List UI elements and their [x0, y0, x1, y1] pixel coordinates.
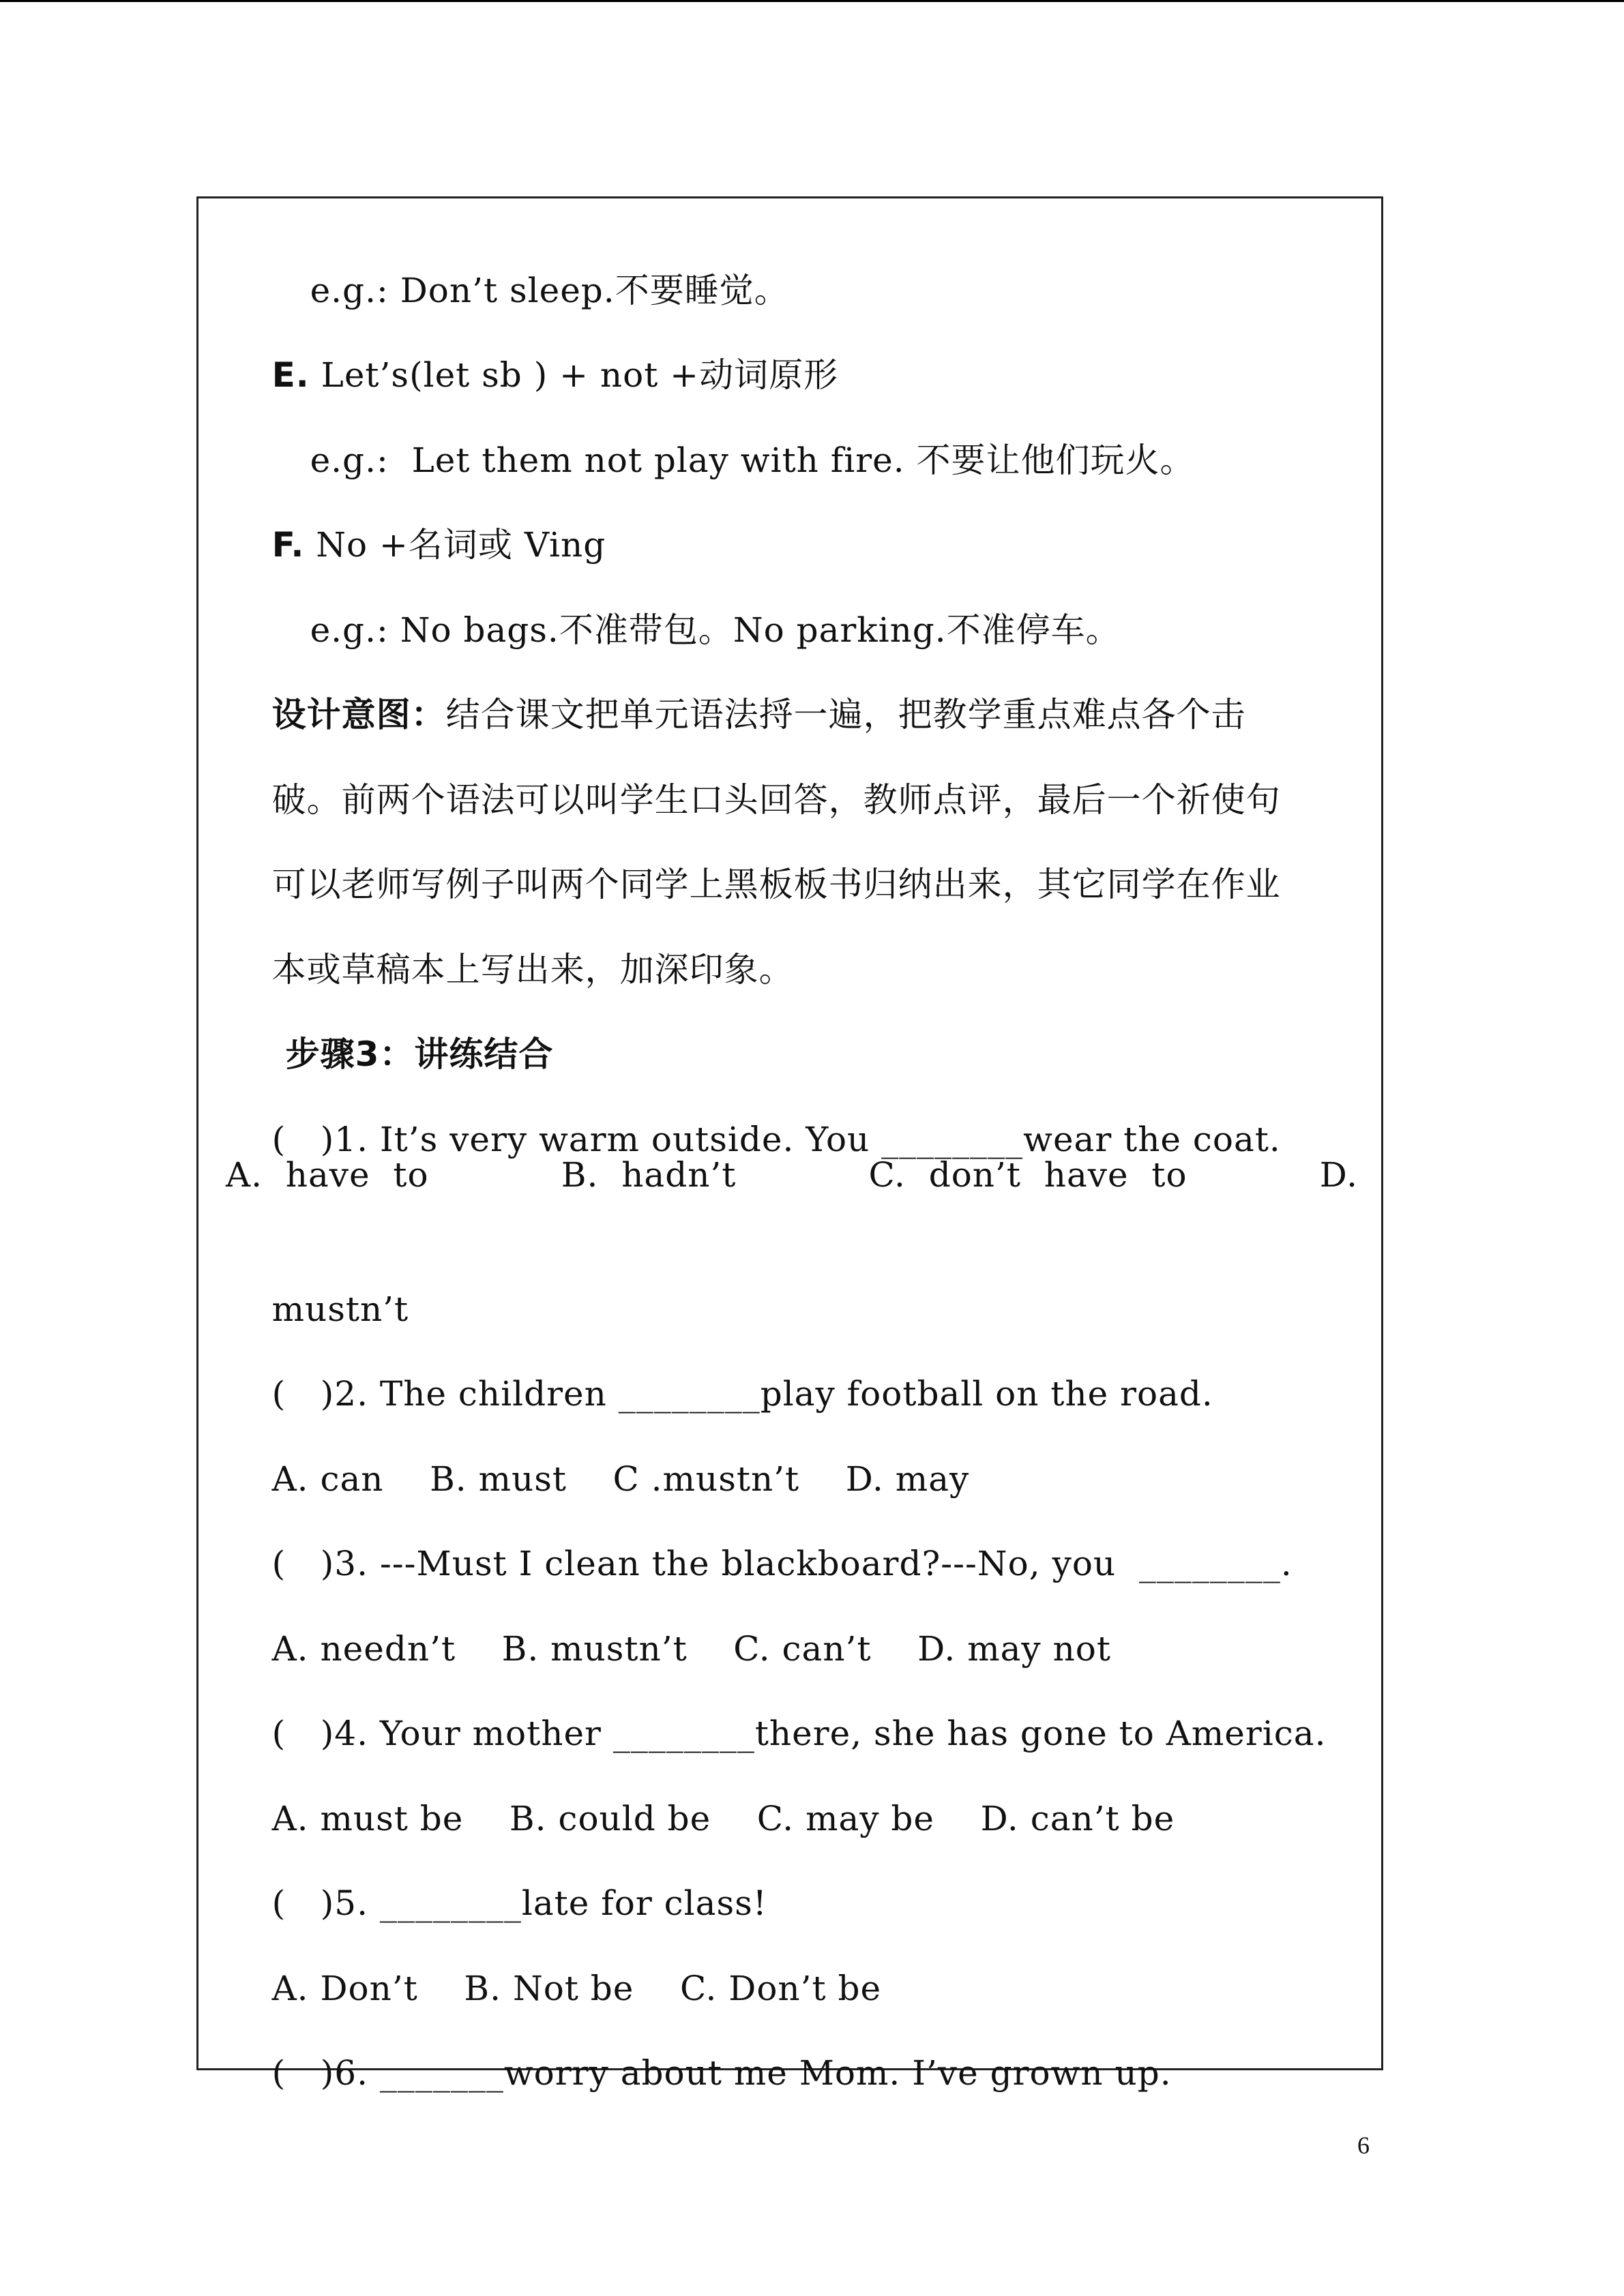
question-3-options — [226, 1575, 1358, 1669]
step-3-heading — [239, 981, 1372, 1074]
example-dont-sleep — [264, 217, 1396, 310]
question-1-options — [226, 1150, 1358, 1199]
design-intent-line-3 — [226, 811, 1358, 904]
question-text: ( )6. _______worry about me Mom. I’ve grown up. — [271, 2053, 1172, 2093]
top-rule — [0, 0, 1624, 2]
step-3-title: 步骤3：讲练结合 — [285, 1034, 554, 1074]
question-text: ( )5. ________late for class! — [271, 1883, 767, 1923]
question-text: ( )2. The children ________play football on the road. — [271, 1374, 1213, 1414]
options-text: A. can B. must C .mustn’t D. may — [271, 1459, 970, 1499]
design-intent-line-4 — [226, 896, 1358, 989]
options-text: A. must be B. could be C. may be D. can’t be — [271, 1799, 1175, 1838]
rule-f-label: F. — [271, 525, 305, 565]
question-5-options — [226, 1915, 1358, 2008]
design-intent-text: 本或草稿本上写出来，加深印象。 — [271, 950, 794, 989]
design-intent-text: 破。前两个语法可以叫学生口头回答，教师点评，最后一个祈使句 — [271, 780, 1281, 820]
example-let-them — [264, 387, 1396, 480]
option-a: A. have to — [226, 1155, 429, 1195]
example-no-bags — [264, 556, 1396, 650]
option-d-text: mustn’t — [271, 1289, 409, 1329]
design-intent-line-1 — [226, 641, 1358, 734]
question-1 — [226, 1066, 1358, 1159]
question-text: ( )4. Your mother ________there, she has gone to America. — [271, 1714, 1327, 1753]
question-3 — [226, 1490, 1358, 1583]
rule-f-text: No +名词或 Ving — [304, 525, 606, 565]
question-2-options — [226, 1405, 1358, 1499]
options-text: A. needn’t B. mustn’t C. can’t D. may not — [271, 1629, 1111, 1669]
question-text: ( )3. ---Must I clean the blackboard?---No, you ________. — [271, 1544, 1293, 1583]
question-4 — [226, 1660, 1358, 1753]
option-b: B. hadn’t — [561, 1155, 737, 1195]
question-5 — [226, 1830, 1358, 1923]
design-intent-text: 可以老师写例子叫两个同学上黑板板书归纳出来，其它同学在作业 — [271, 865, 1281, 904]
design-intent-line-2 — [226, 726, 1358, 820]
rule-e — [226, 301, 1358, 395]
question-1-option-continued — [226, 1236, 1358, 1329]
content-frame — [196, 196, 1383, 2093]
example-text: e.g.: Let them not play with fire. 不要让他们玩火。 — [310, 441, 1195, 480]
question-text: ( )1. It’s very warm outside. You ________wear the coat. — [271, 1120, 1281, 1159]
design-intent-text: 结合课文把单元语法捋一遍，把教学重点难点各个击 — [445, 695, 1246, 734]
rule-f — [226, 471, 1358, 565]
rule-e-label: E. — [271, 355, 310, 395]
question-2 — [226, 1320, 1358, 1414]
option-c: C. don’t have to — [868, 1155, 1187, 1195]
design-intent-label: 设计意图： — [271, 695, 446, 734]
example-text: e.g.: No bags.不准带包。No parking.不准停车。 — [310, 610, 1121, 650]
rule-e-text: Let’s(let sb ) + not +动词原形 — [309, 355, 839, 395]
question-4-options — [226, 1745, 1358, 1838]
options-text: A. Don’t B. Not be C. Don’t be — [271, 1969, 882, 2008]
option-d: D. — [1319, 1155, 1358, 1195]
page-number: 6 — [1357, 2132, 1370, 2159]
example-text: e.g.: Don’t sleep.不要睡觉。 — [310, 271, 789, 310]
question-6 — [226, 1999, 1358, 2093]
